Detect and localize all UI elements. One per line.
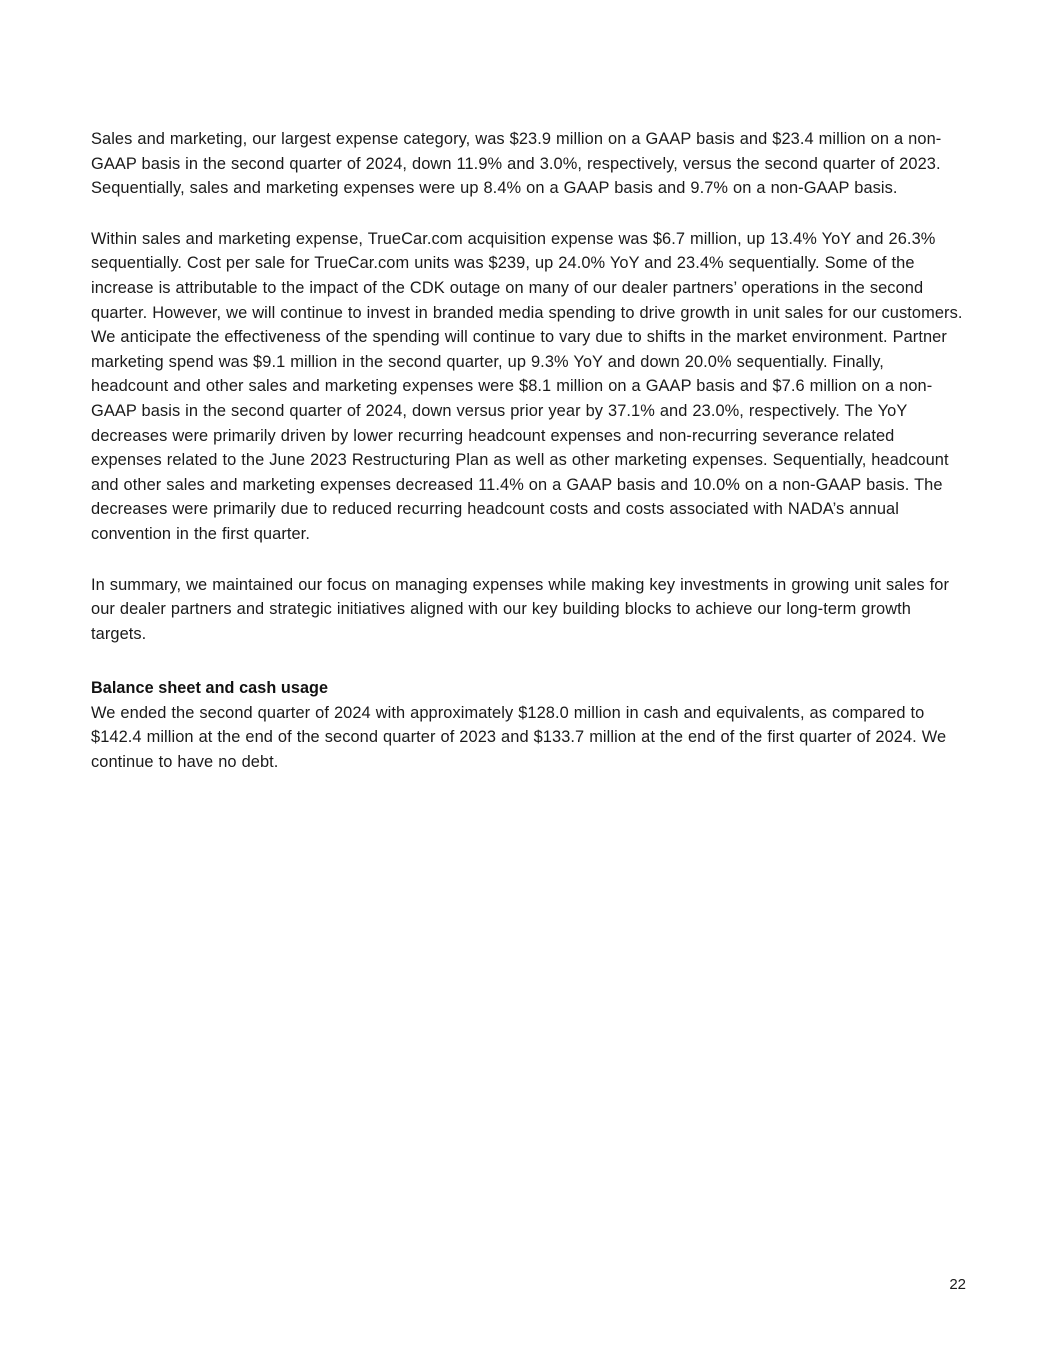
paragraph-balance-sheet-body: We ended the second quarter of 2024 with approximately $128.0 million in cash and equivalents, as compared to $142.4 million at the end of the second quarter of 2023 and $133.7 million at the end of the first quarter of 2024. We continue to have no debt.: [91, 703, 947, 772]
section-heading-balance-sheet: Balance sheet and cash usage: [91, 679, 329, 698]
page-number: 22: [949, 1276, 966, 1293]
paragraph-marketing-detail: Within sales and marketing expense, TrueCar.com acquisition expense was $6.7 million, up 13.4% YoY and 26.3% sequentially. Cost per sale for TrueCar.com units was $239, up 24.0% YoY and 23.4% sequentially. Some of the increase is attributable to the impact of the CDK outage on many of our dealer partners’ operations in the second quarter. However, we will continue to invest in branded media spending to drive growth in unit sales for our customers. We anticipate the effectiveness of the spending will continue to vary due to shifts in the market environment. Partner marketing spend was $9.1 million in the second quarter, up 9.3% YoY and down 20.0% sequentially. Finally, headcount and other sales and marketing expenses were $8.1 million on a GAAP basis and $7.6 million on a non-GAAP basis in the second quarter of 2024, down versus prior year by 37.1% and 23.0%, respectively. The YoY decreases were primarily driven by lower recurring headcount expenses and non-recurring severance related expenses related to the June 2023 Restructuring Plan as well as other marketing expenses. Sequentially, headcount and other sales and marketing expenses decreased 11.4% on a GAAP basis and 10.0% on a non-GAAP basis. The decreases were primarily due to reduced recurring headcount costs and costs associated with NADA’s annual convention in the first quarter.: [91, 229, 963, 543]
paragraph-summary: In summary, we maintained our focus on managing expenses while making key investments in growing unit sales for our dealer partners and strategic initiatives aligned with our key building blocks to achieve our long-term growth targets.: [91, 575, 949, 643]
paragraph-sales-and-marketing: Sales and marketing, our largest expense category, was $23.9 million on a GAAP basis and $23.4 million on a non-GAAP basis in the second quarter of 2024, down 11.9% and 3.0%, respectively, versus the second quarter of 2023. Sequentially, sales and marketing expenses were up 8.4% on a GAAP basis and 9.7% on a non-GAAP basis.: [91, 130, 942, 198]
page-body: [91, 127, 965, 801]
